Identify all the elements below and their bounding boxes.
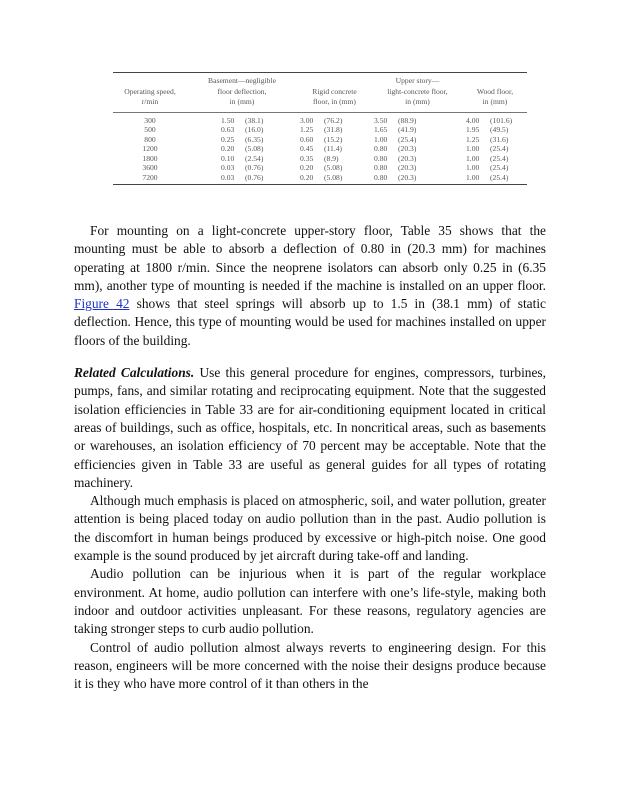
- cell-deflection: 1.00 (25.4): [374, 134, 417, 144]
- header-upper-story: Upper story— light-concrete floor, in (mm): [387, 76, 448, 106]
- cell-deflection: 1.00 (25.4): [466, 153, 509, 163]
- cell-operating-speed: 1200: [142, 144, 158, 154]
- cell-deflection: 0.25 (6.35): [221, 134, 264, 144]
- paragraph-engineering-design: Control of audio pollution almost always reverts to engineering design. For this reason, engineers will be more concerned with the noise their designs produce because it is they who have more control of it than others in the: [74, 639, 546, 692]
- cell-deflection: 0.35 (8.9): [300, 153, 339, 163]
- cell-deflection: 4.00 (101.6): [466, 115, 513, 125]
- cell-operating-speed: 7200: [142, 173, 158, 183]
- table-row: [113, 173, 527, 183]
- cell-deflection: 1.25 (31.6): [466, 134, 509, 144]
- related-calculations-heading: Related Calculations.: [74, 365, 195, 381]
- cell-deflection: 1.95 (49.5): [466, 125, 509, 135]
- cell-deflection: 3.50 (88.9): [374, 115, 417, 125]
- table-row: [113, 125, 527, 135]
- cell-deflection: 0.80 (20.3): [374, 144, 417, 154]
- table-bottom-rule: [113, 184, 527, 185]
- cell-deflection: 0.80 (20.3): [374, 153, 417, 163]
- cell-deflection: 0.20 (5.08): [221, 144, 264, 154]
- table-row: [113, 144, 527, 154]
- table-row: [113, 113, 527, 126]
- paragraph-workplace: Audio pollution can be injurious when it is part of the regular workplace environment. At home, audio pollution can interfere with one’s life-style, making both indoor and outdoor activities unpleasant. For these reasons, regulatory agencies are taking stronger steps to curb audio pollution.: [74, 566, 546, 637]
- table-row: [113, 154, 527, 164]
- cell-deflection: 0.03 (0.76): [221, 173, 264, 183]
- cell-operating-speed: 1800: [142, 153, 158, 163]
- cell-deflection: 0.60 (15.2): [300, 134, 343, 144]
- cell-deflection: 0.03 (0.76): [221, 163, 264, 173]
- cell-deflection: 0.45 (11.4): [300, 144, 343, 154]
- deflection-table: [113, 72, 527, 185]
- cell-operating-speed: 800: [144, 134, 156, 144]
- figure-42-link[interactable]: Figure 42: [74, 296, 130, 312]
- header-wood-floor: Wood floor, in (mm): [476, 86, 514, 106]
- cell-deflection: 0.63 (16.0): [221, 125, 264, 135]
- cell-operating-speed: 3600: [142, 163, 158, 173]
- table-row: [113, 163, 527, 173]
- body-text: [74, 222, 546, 693]
- paragraph-mounting: For mounting on a light-concrete upper-story floor, Table 35 shows that the mounting must be able to absorb a deflection of 0.80 in (20.3 mm) for machines operating at 1800 r/min. Since the neoprene isolators can absorb only 0.25 in (6.35 mm), another type of mounting is needed if the machine is installed on an upper floor. Figure 42 shows that steel springs will absorb up to 1.5 in (38.1 mm) of static deflection. Hence, this type of mounting would be used for machines installed on upper floors of the building.: [74, 223, 547, 348]
- cell-deflection: 1.00 (25.4): [466, 144, 509, 154]
- cell-deflection: 0.80 (20.3): [374, 173, 417, 183]
- table-header-row: [113, 73, 527, 110]
- cell-operating-speed: 300: [144, 115, 156, 125]
- cell-deflection: 1.00 (25.4): [466, 163, 509, 173]
- cell-deflection: 0.20 (5.08): [300, 173, 343, 183]
- paragraph-audio-pollution: Although much emphasis is placed on atmospheric, soil, and water pollution, greater attention is being placed today on audio pollution than in the past. Audio pollution is the discomfort in human beings produced by excessive or high-pitch noise. One good example is the sound produced by jet aircraft during take-off and landing.: [74, 493, 546, 564]
- cell-deflection: 0.20 (5.08): [300, 163, 343, 173]
- table-row: [113, 135, 527, 145]
- header-rigid-concrete: Rigid concrete floor, in (mm): [312, 86, 357, 106]
- cell-deflection: 1.25 (31.8): [300, 125, 343, 135]
- cell-deflection: 1.00 (25.4): [466, 173, 509, 183]
- cell-deflection: 0.80 (20.3): [374, 163, 417, 173]
- cell-deflection: 3.00 (76.2): [300, 115, 343, 125]
- cell-deflection: 0.10 (2.54): [221, 153, 264, 163]
- cell-deflection: 1.50 (38.1): [221, 115, 264, 125]
- header-operating-speed: Operating speed, r/min: [124, 86, 176, 106]
- header-basement: Basement—negligible floor deflection, in (mm): [208, 76, 276, 106]
- table-body: [113, 113, 527, 183]
- cell-deflection: 1.65 (41.9): [374, 125, 417, 135]
- cell-operating-speed: 500: [144, 125, 156, 135]
- paragraph-related-calculations: Related Calculations. Use this general procedure for engines, compressors, turbines, pumps, fans, and similar rotating and reciprocating equipment. Note that the suggested isolation efficiencies in Table 33 are for air-conditioning equipment located in critical areas of buildings, such as office, hospitals, etc. In noncritical areas, such as basements or warehouses, an isolation efficiency of 70 percent may be acceptable. Note that the efficiencies given in Table 33 are useful as general guides for all types of rotating machinery.: [74, 365, 546, 490]
